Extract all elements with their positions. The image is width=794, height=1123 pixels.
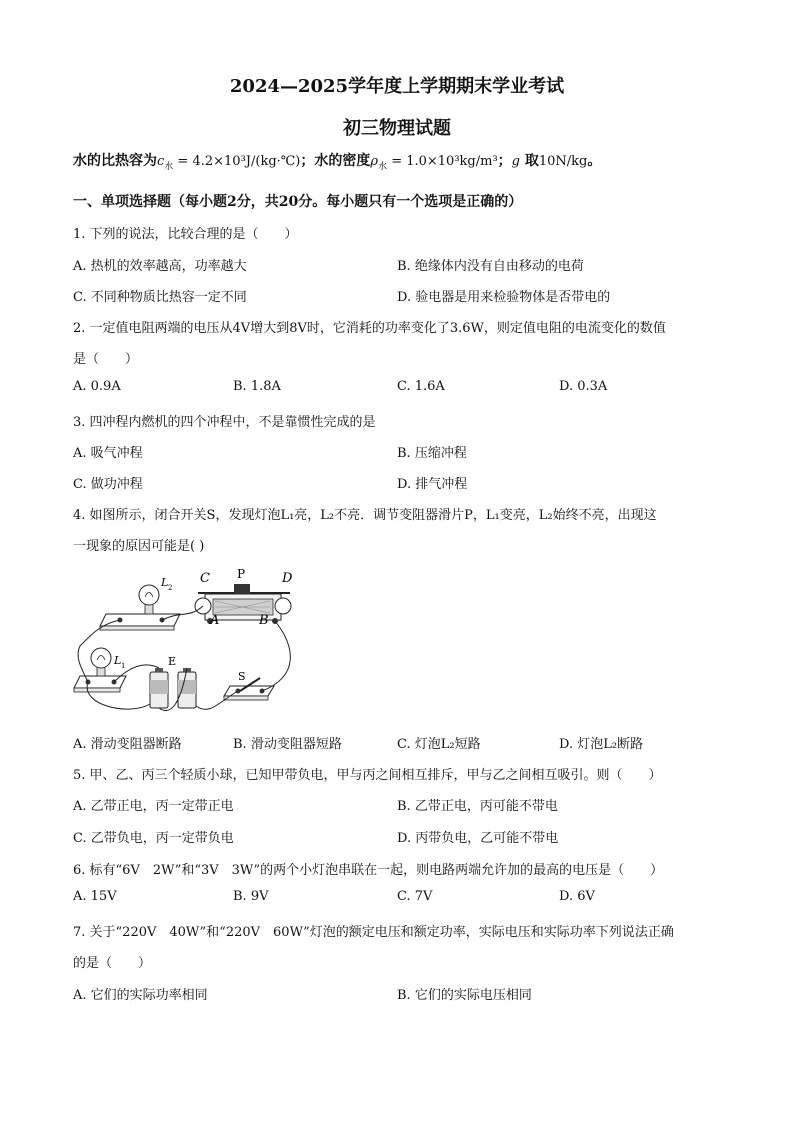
constants-end: 。 (587, 153, 602, 169)
q6-option-b: B. 9V (233, 889, 269, 904)
q4-option-b: B. 滑动变阻器短路 (233, 737, 342, 752)
q1-option-c: C. 不同种物质比热容一定不同 (73, 290, 247, 305)
label-c: C (200, 571, 210, 586)
c-sub: 水 (164, 161, 174, 172)
q2-option-a: A. 0.9A (73, 379, 121, 394)
constants-sep2: ； (497, 153, 512, 169)
constants-prefix: 水的比热容为 (73, 153, 157, 169)
lamp-l1-icon (91, 648, 111, 676)
q3-option-b: B. 压缩冲程 (397, 446, 467, 461)
question-5-stem: 5. 甲、乙、丙三个轻质小球，已知甲带负电，甲与丙之间相互排斥，甲与乙之间相互吸引。则（ ） (73, 768, 662, 783)
q6-option-d: D. 6V (559, 889, 595, 904)
battery-icon (150, 668, 196, 708)
q1-option-a: A. 热机的效率越高，功率越大 (73, 259, 247, 274)
question-7-stem-line1: 7. 关于“220V 40W”和“220V 60W”灯泡的额定电压和额定功率，实际电压和实际功率下列说法正确 (73, 925, 674, 940)
exam-subtitle: 初三物理试题 (343, 118, 451, 139)
q2-option-d: D. 0.3A (559, 379, 608, 394)
label-e: E (168, 655, 177, 668)
q4-option-a: A. 滑动变阻器断路 (73, 737, 182, 752)
rho-value: = 1.0×10³kg/m³ (387, 154, 498, 169)
label-l2-sub: 2 (168, 584, 173, 592)
q5-option-b: B. 乙带正电，丙可能不带电 (397, 799, 558, 814)
exam-title: 2024—2025学年度上学期期末学业考试 (229, 76, 565, 97)
q7-option-b: B. 它们的实际电压相同 (397, 988, 532, 1003)
label-l1: L (114, 654, 122, 667)
question-4-stem-line1: 4. 如图所示，闭合开关S，发现灯泡L₁亮，L₂不亮．调节变阻器滑片P，L₁变亮，L₂始终不亮，出现这 (73, 508, 657, 523)
question-1-stem: 1. 下列的说法，比较合理的是（ ） (73, 227, 298, 242)
g-value: 10N/kg (538, 154, 588, 169)
q2-option-c: C. 1.6A (397, 379, 445, 394)
q3-option-d: D. 排气冲程 (397, 477, 468, 492)
q7-option-a: A. 它们的实际功率相同 (73, 988, 208, 1003)
question-3-stem: 3. 四冲程内燃机的四个冲程中，不是靠惯性完成的是 (73, 415, 376, 430)
q3-option-c: C. 做功冲程 (73, 477, 143, 492)
c-symbol: c (157, 154, 165, 169)
question-6-stem: 6. 标有“6V 2W”和“3V 3W”的两个小灯泡串联在一起，则电路两端允许加的最高的电压是（ ） (73, 863, 664, 878)
q6-option-c: C. 7V (397, 889, 433, 904)
g-take: 取 (520, 153, 539, 169)
q4-option-c: C. 灯泡L₂短路 (397, 737, 481, 752)
label-l1-sub: 1 (121, 662, 126, 670)
q5-option-d: D. 丙带负电，乙可能不带电 (397, 831, 559, 846)
rho-sub: 水 (378, 161, 388, 172)
q3-option-a: A. 吸气冲程 (73, 446, 143, 461)
label-d: D (282, 571, 293, 586)
section-heading: 一、单项选择题（每小题2分，共20分。每小题只有一个选项是正确的） (73, 194, 523, 210)
constants-sep1: ；水的密度 (300, 153, 371, 169)
label-s: S (238, 670, 246, 683)
c-value: = 4.2×10³J/(kg·℃) (173, 154, 301, 169)
g-symbol: g (511, 154, 520, 169)
label-a: A (210, 613, 220, 628)
q6-option-a: A. 15V (73, 889, 117, 904)
circuit-figure (70, 566, 310, 722)
q5-option-a: A. 乙带正电，丙一定带正电 (73, 799, 234, 814)
label-p: P (237, 567, 246, 581)
rho-symbol: ρ (370, 154, 379, 169)
q4-option-d: D. 灯泡L₂断路 (559, 737, 644, 752)
question-2-stem-line2: 是（ ） (73, 352, 139, 367)
constants-line (73, 150, 601, 172)
question-7-stem-line2: 的是（ ） (73, 956, 152, 971)
q2-option-b: B. 1.8A (233, 379, 281, 394)
label-b: B (259, 613, 269, 628)
lamp-l2-icon (139, 585, 159, 614)
q1-option-d: D. 验电器是用来检验物体是否带电的 (397, 290, 611, 305)
q1-option-b: B. 绝缘体内没有自由移动的电荷 (397, 259, 584, 274)
label-l2: L (161, 576, 169, 589)
question-4-stem-line2: 一现象的原因可能是( ) (73, 539, 205, 554)
q5-option-c: C. 乙带负电，丙一定带负电 (73, 831, 234, 846)
question-2-stem-line1: 2. 一定值电阻两端的电压从4V增大到8V时，它消耗的功率变化了3.6W，则定值电阻的电流变化的数值 (73, 321, 666, 336)
